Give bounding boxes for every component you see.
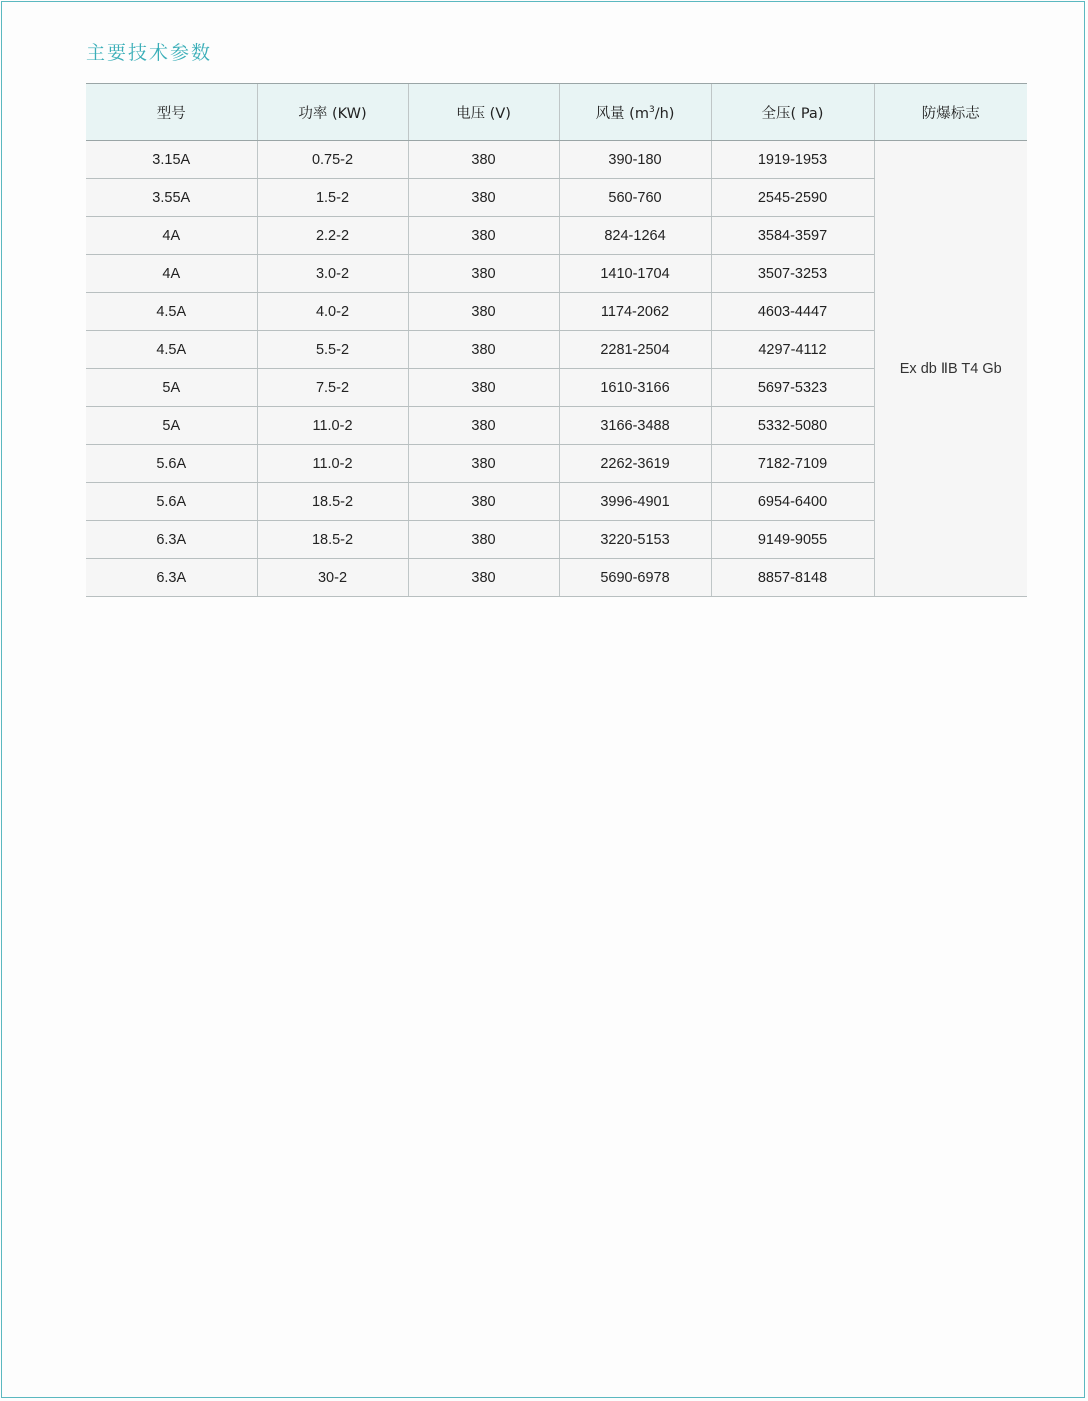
header-airflow-unit: /h) (654, 105, 675, 122)
header-airflow (559, 84, 711, 141)
cell-power: 5.5-2 (257, 331, 408, 369)
cell-model: 4.5A (86, 293, 257, 331)
cell-pressure: 9149-9055 (711, 521, 874, 559)
cell-power: 4.0-2 (257, 293, 408, 331)
cell-voltage: 380 (408, 407, 559, 445)
cell-model: 5.6A (86, 445, 257, 483)
header-model: 型号 (86, 84, 257, 141)
cell-power: 2.2-2 (257, 217, 408, 255)
cell-model: 6.3A (86, 521, 257, 559)
cell-model: 4.5A (86, 331, 257, 369)
technical-parameters-table (86, 83, 1027, 597)
cell-airflow: 1174-2062 (559, 293, 711, 331)
cell-voltage: 380 (408, 255, 559, 293)
cell-voltage: 380 (408, 331, 559, 369)
cell-model: 5A (86, 369, 257, 407)
cell-voltage: 380 (408, 369, 559, 407)
cell-pressure: 3507-3253 (711, 255, 874, 293)
cell-airflow: 1610-3166 (559, 369, 711, 407)
cell-voltage: 380 (408, 445, 559, 483)
cell-airflow: 3166-3488 (559, 407, 711, 445)
table-row (86, 141, 1027, 179)
cell-power: 7.5-2 (257, 369, 408, 407)
cell-airflow: 5690-6978 (559, 559, 711, 597)
cell-pressure: 4297-4112 (711, 331, 874, 369)
cell-airflow: 3996-4901 (559, 483, 711, 521)
table-header-row (86, 84, 1027, 141)
cell-airflow: 2262-3619 (559, 445, 711, 483)
cell-voltage: 380 (408, 141, 559, 179)
header-explosion-marking: 防爆标志 (874, 84, 1027, 141)
header-airflow-superscript: 3 (648, 104, 655, 115)
cell-voltage: 380 (408, 521, 559, 559)
cell-pressure: 7182-7109 (711, 445, 874, 483)
cell-pressure: 8857-8148 (711, 559, 874, 597)
cell-model: 3.55A (86, 179, 257, 217)
cell-pressure: 5697-5323 (711, 369, 874, 407)
cell-model: 6.3A (86, 559, 257, 597)
cell-power: 1.5-2 (257, 179, 408, 217)
cell-pressure: 3584-3597 (711, 217, 874, 255)
cell-power: 0.75-2 (257, 141, 408, 179)
cell-voltage: 380 (408, 179, 559, 217)
cell-voltage: 380 (408, 559, 559, 597)
cell-model: 4A (86, 255, 257, 293)
header-pressure: 全压( Pa) (711, 84, 874, 141)
header-voltage: 电压 (V) (408, 84, 559, 141)
header-power: 功率 (KW) (257, 84, 408, 141)
cell-airflow: 2281-2504 (559, 331, 711, 369)
cell-airflow: 1410-1704 (559, 255, 711, 293)
header-airflow-text: 风量 (m (595, 105, 649, 122)
cell-pressure: 6954-6400 (711, 483, 874, 521)
cell-voltage: 380 (408, 483, 559, 521)
section-title: 主要技术参数 (86, 42, 213, 64)
cell-pressure: 2545-2590 (711, 179, 874, 217)
cell-power: 30-2 (257, 559, 408, 597)
cell-power: 18.5-2 (257, 521, 408, 559)
cell-pressure: 4603-4447 (711, 293, 874, 331)
cell-power: 11.0-2 (257, 445, 408, 483)
cell-model: 3.15A (86, 141, 257, 179)
cell-explosion-marking: Ex db ⅡB T4 Gb (874, 141, 1027, 597)
cell-power: 18.5-2 (257, 483, 408, 521)
cell-pressure: 5332-5080 (711, 407, 874, 445)
cell-pressure: 1919-1953 (711, 141, 874, 179)
cell-airflow: 3220-5153 (559, 521, 711, 559)
cell-model: 5A (86, 407, 257, 445)
cell-power: 11.0-2 (257, 407, 408, 445)
cell-power: 3.0-2 (257, 255, 408, 293)
cell-airflow: 390-180 (559, 141, 711, 179)
cell-voltage: 380 (408, 217, 559, 255)
cell-model: 5.6A (86, 483, 257, 521)
cell-model: 4A (86, 217, 257, 255)
cell-airflow: 560-760 (559, 179, 711, 217)
cell-airflow: 824-1264 (559, 217, 711, 255)
cell-voltage: 380 (408, 293, 559, 331)
